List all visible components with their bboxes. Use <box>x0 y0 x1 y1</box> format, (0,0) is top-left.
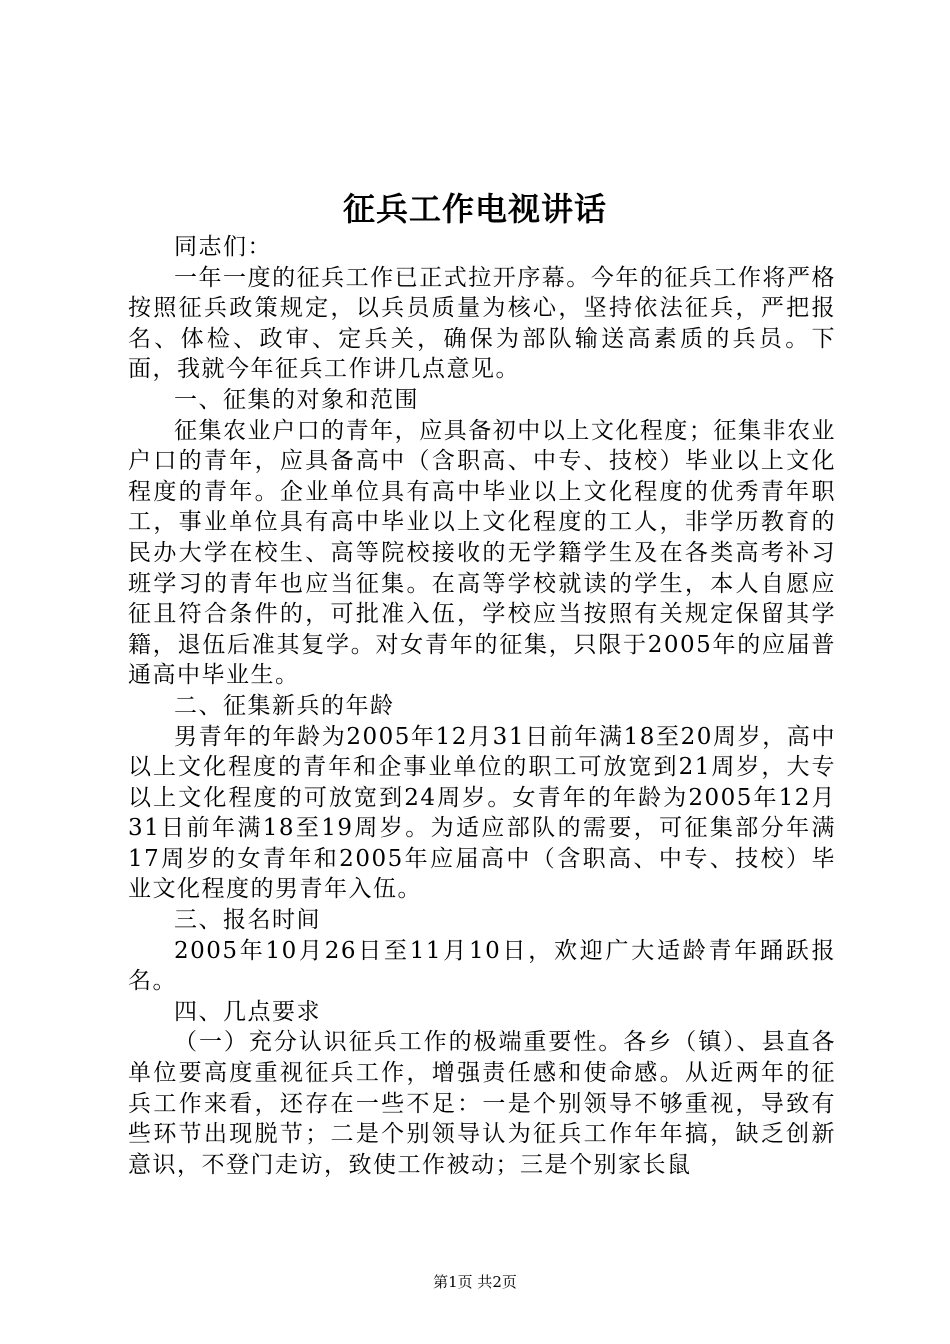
section-heading: 一、征集的对象和范围 <box>174 386 419 413</box>
body-paragraph: 2005年10月26日至11月10日，欢迎广大适龄青年踊跃报名。 <box>128 937 836 995</box>
document-title: 征兵工作电视讲话 <box>342 190 607 228</box>
body-paragraph: （一）充分认识征兵工作的极端重要性。各乡（镇）、县直各单位要高度重视征兵工作，增强责任感和使命感。从近两年的征兵工作来看，还存在一些不足：一是个别领导不够重视，导致有些环节出现脱节；二是个别领导认为征兵工作年年搞，缺乏创新意识，不登门走访，致使工作被动；三是个别家长鼠 <box>128 1029 836 1178</box>
page-number-footer: 第1页 共2页 <box>433 1273 517 1291</box>
body-paragraph: 一年一度的征兵工作已正式拉开序幕。今年的征兵工作将严格按照征兵政策规定，以兵员质量为核心，坚持依法征兵，严把报名、体检、政审、定兵关，确保为部队输送高素质的兵员。下面，我就今年征兵工作讲几点意见。 <box>128 264 836 383</box>
body-paragraph: 征集农业户口的青年，应具备初中以上文化程度；征集非农业户口的青年，应具备高中（含职高、中专、技校）毕业以上文化程度的青年。企业单位具有高中毕业以上文化程度的优秀青年职工，事业单位具有高中毕业以上文化程度的工人，非学历教育的民办大学在校生、高等院校接收的无学籍学生及在各类高考补习班学习的青年也应当征集。在高等学校就读的学生，本人自愿应征且符合条件的，可批准入伍，学校应当按照有关规定保留其学籍，退伍后准其复学。对女青年的征集，只限于2005年的应届普通高中毕业生。 <box>128 417 836 689</box>
body-paragraph: 男青年的年龄为2005年12月31日前年满18至20周岁，高中以上文化程度的青年和企事业单位的职工可放宽到21周岁，大专以上文化程度的可放宽到24周岁。女青年的年龄为2005年12月31日前年满18至19周岁。为适应部队的需要，可征集部分年满17周岁的女青年和2005年应届高中（含职高、中专、技校）毕业文化程度的男青年入伍。 <box>128 723 836 903</box>
document-body <box>128 232 836 1180</box>
section-heading: 二、征集新兵的年龄 <box>174 692 395 719</box>
section-heading: 三、报名时间 <box>174 907 321 934</box>
section-heading: 四、几点要求 <box>174 998 321 1025</box>
salutation: 同志们： <box>174 234 272 260</box>
